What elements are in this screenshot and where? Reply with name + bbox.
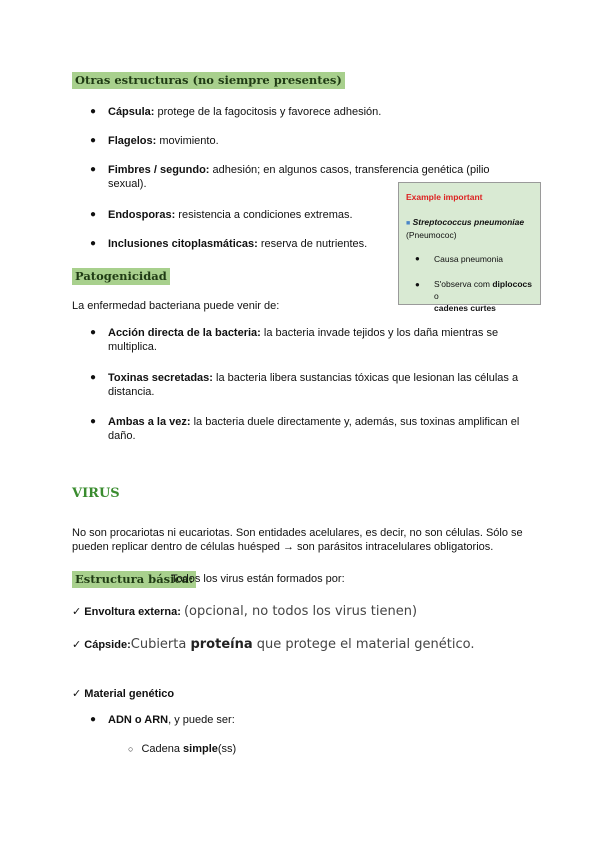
bullet-icon: ● — [90, 135, 97, 146]
section-heading-virus: VIRUS — [72, 486, 120, 501]
section-heading-patogenicidad: Patogenicidad — [72, 268, 170, 285]
callout-species-note: (Pneumococ) — [406, 230, 457, 240]
description: resistencia a condiciones extremas. — [175, 209, 353, 221]
callout-title: Example important — [406, 192, 483, 202]
check-material-genetico — [72, 687, 174, 700]
capside-label: Cápside: — [84, 639, 131, 651]
description: reserva de nutrientes. — [257, 238, 368, 250]
cadena-bold: simple — [183, 743, 218, 755]
check-icon: ✓ — [72, 688, 82, 700]
bullet-icon: ● — [90, 372, 97, 383]
material-label: Material genético — [84, 688, 175, 700]
description: movimiento. — [156, 135, 219, 147]
bullet-icon: ● — [90, 238, 97, 249]
term: Acción directa de la bacteria: — [108, 327, 261, 339]
description: adhesión; en algunos casos, transferencia genética (pilio sexual). — [108, 164, 490, 190]
check-icon: ✓ — [72, 639, 82, 651]
description: la bacteria duele directamente y, además, sus toxinas amplifican el daño. — [108, 416, 520, 442]
bullet-icon: ● — [90, 106, 97, 117]
section-heading-otras-estructuras: Otras estructuras (no siempre presentes) — [72, 72, 345, 89]
bullet-icon: ● — [90, 209, 97, 220]
bullet-icon: ● — [415, 280, 420, 289]
envoltura-label: Envoltura externa: — [84, 606, 181, 618]
patogenicidad-intro: La enfermedad bacteriana puede venir de: — [72, 300, 280, 312]
check-envoltura — [72, 604, 417, 619]
term: Ambas a la vez: — [108, 416, 191, 428]
term: ADN o ARN — [108, 714, 169, 726]
estructura-text: Todos los virus están formados por: — [171, 573, 345, 585]
bullet-icon: ● — [90, 416, 97, 427]
cadena-post: (ss) — [217, 743, 237, 755]
list-item-toxinas — [90, 371, 534, 399]
list-item-adn-arn — [90, 713, 534, 727]
description: , y puede ser: — [168, 714, 235, 726]
callout-text: S'observa com — [434, 279, 493, 289]
term: Endosporas: — [108, 209, 176, 221]
description: protege de la fagocitosis y favorece adhesión. — [154, 106, 382, 118]
example-callout — [398, 182, 541, 313]
term: Inclusiones citoplasmáticas: — [108, 238, 258, 250]
bullet-icon: ● — [415, 254, 420, 263]
description: la bacteria invade tejidos y los daña mientras se multiplica. — [108, 327, 499, 353]
term: Fimbres / segundo: — [108, 164, 210, 176]
term: Cápsula: — [108, 106, 155, 118]
list-item-capsula — [90, 105, 534, 119]
description: la bacteria libera sustancias tóxicas que lesionan las células a distancia. — [108, 372, 519, 398]
envoltura-text: (opcional, no todos los virus tienen) — [183, 604, 418, 619]
check-icon: ✓ — [72, 606, 82, 618]
term: Toxinas secretadas: — [108, 372, 213, 384]
callout-species-line — [406, 216, 524, 230]
list-item-ambas — [90, 415, 534, 443]
callout-bullet-1: Causa pneumonia — [434, 254, 503, 264]
callout-bold: diplococs — [492, 279, 533, 289]
circle-bullet-icon: ○ — [128, 744, 134, 754]
callout-species: Streptococcus pneumoniae — [412, 217, 525, 227]
cadena-pre: Cadena — [141, 743, 184, 755]
check-capside — [72, 637, 474, 652]
capside-text-bold: proteína — [190, 637, 253, 652]
list-item-accion-directa — [90, 326, 534, 354]
square-bullet-icon: ■ — [406, 220, 411, 227]
capside-text-pre: Cubierta — [130, 637, 191, 652]
heading-estructura-basica: Estructura básica: — [72, 571, 196, 588]
sublist-item-cadena-simple — [128, 743, 236, 755]
bullet-icon: ● — [90, 327, 97, 338]
capside-text-post: que protege el material genético. — [252, 637, 475, 652]
term: Flagelos: — [108, 135, 157, 147]
callout-text: o — [434, 291, 439, 301]
virus-intro: No son procariotas ni eucariotas. Son entidades acelulares, es decir, no son células. Sólo se pueden replicar dentro de células huésped → son parásitos intracelulares obligatorios. — [72, 527, 523, 553]
callout-bold: cadenes curtes — [434, 303, 496, 313]
bullet-icon: ● — [90, 714, 97, 725]
list-item-flagelos — [90, 134, 534, 148]
bullet-icon: ● — [90, 164, 97, 175]
